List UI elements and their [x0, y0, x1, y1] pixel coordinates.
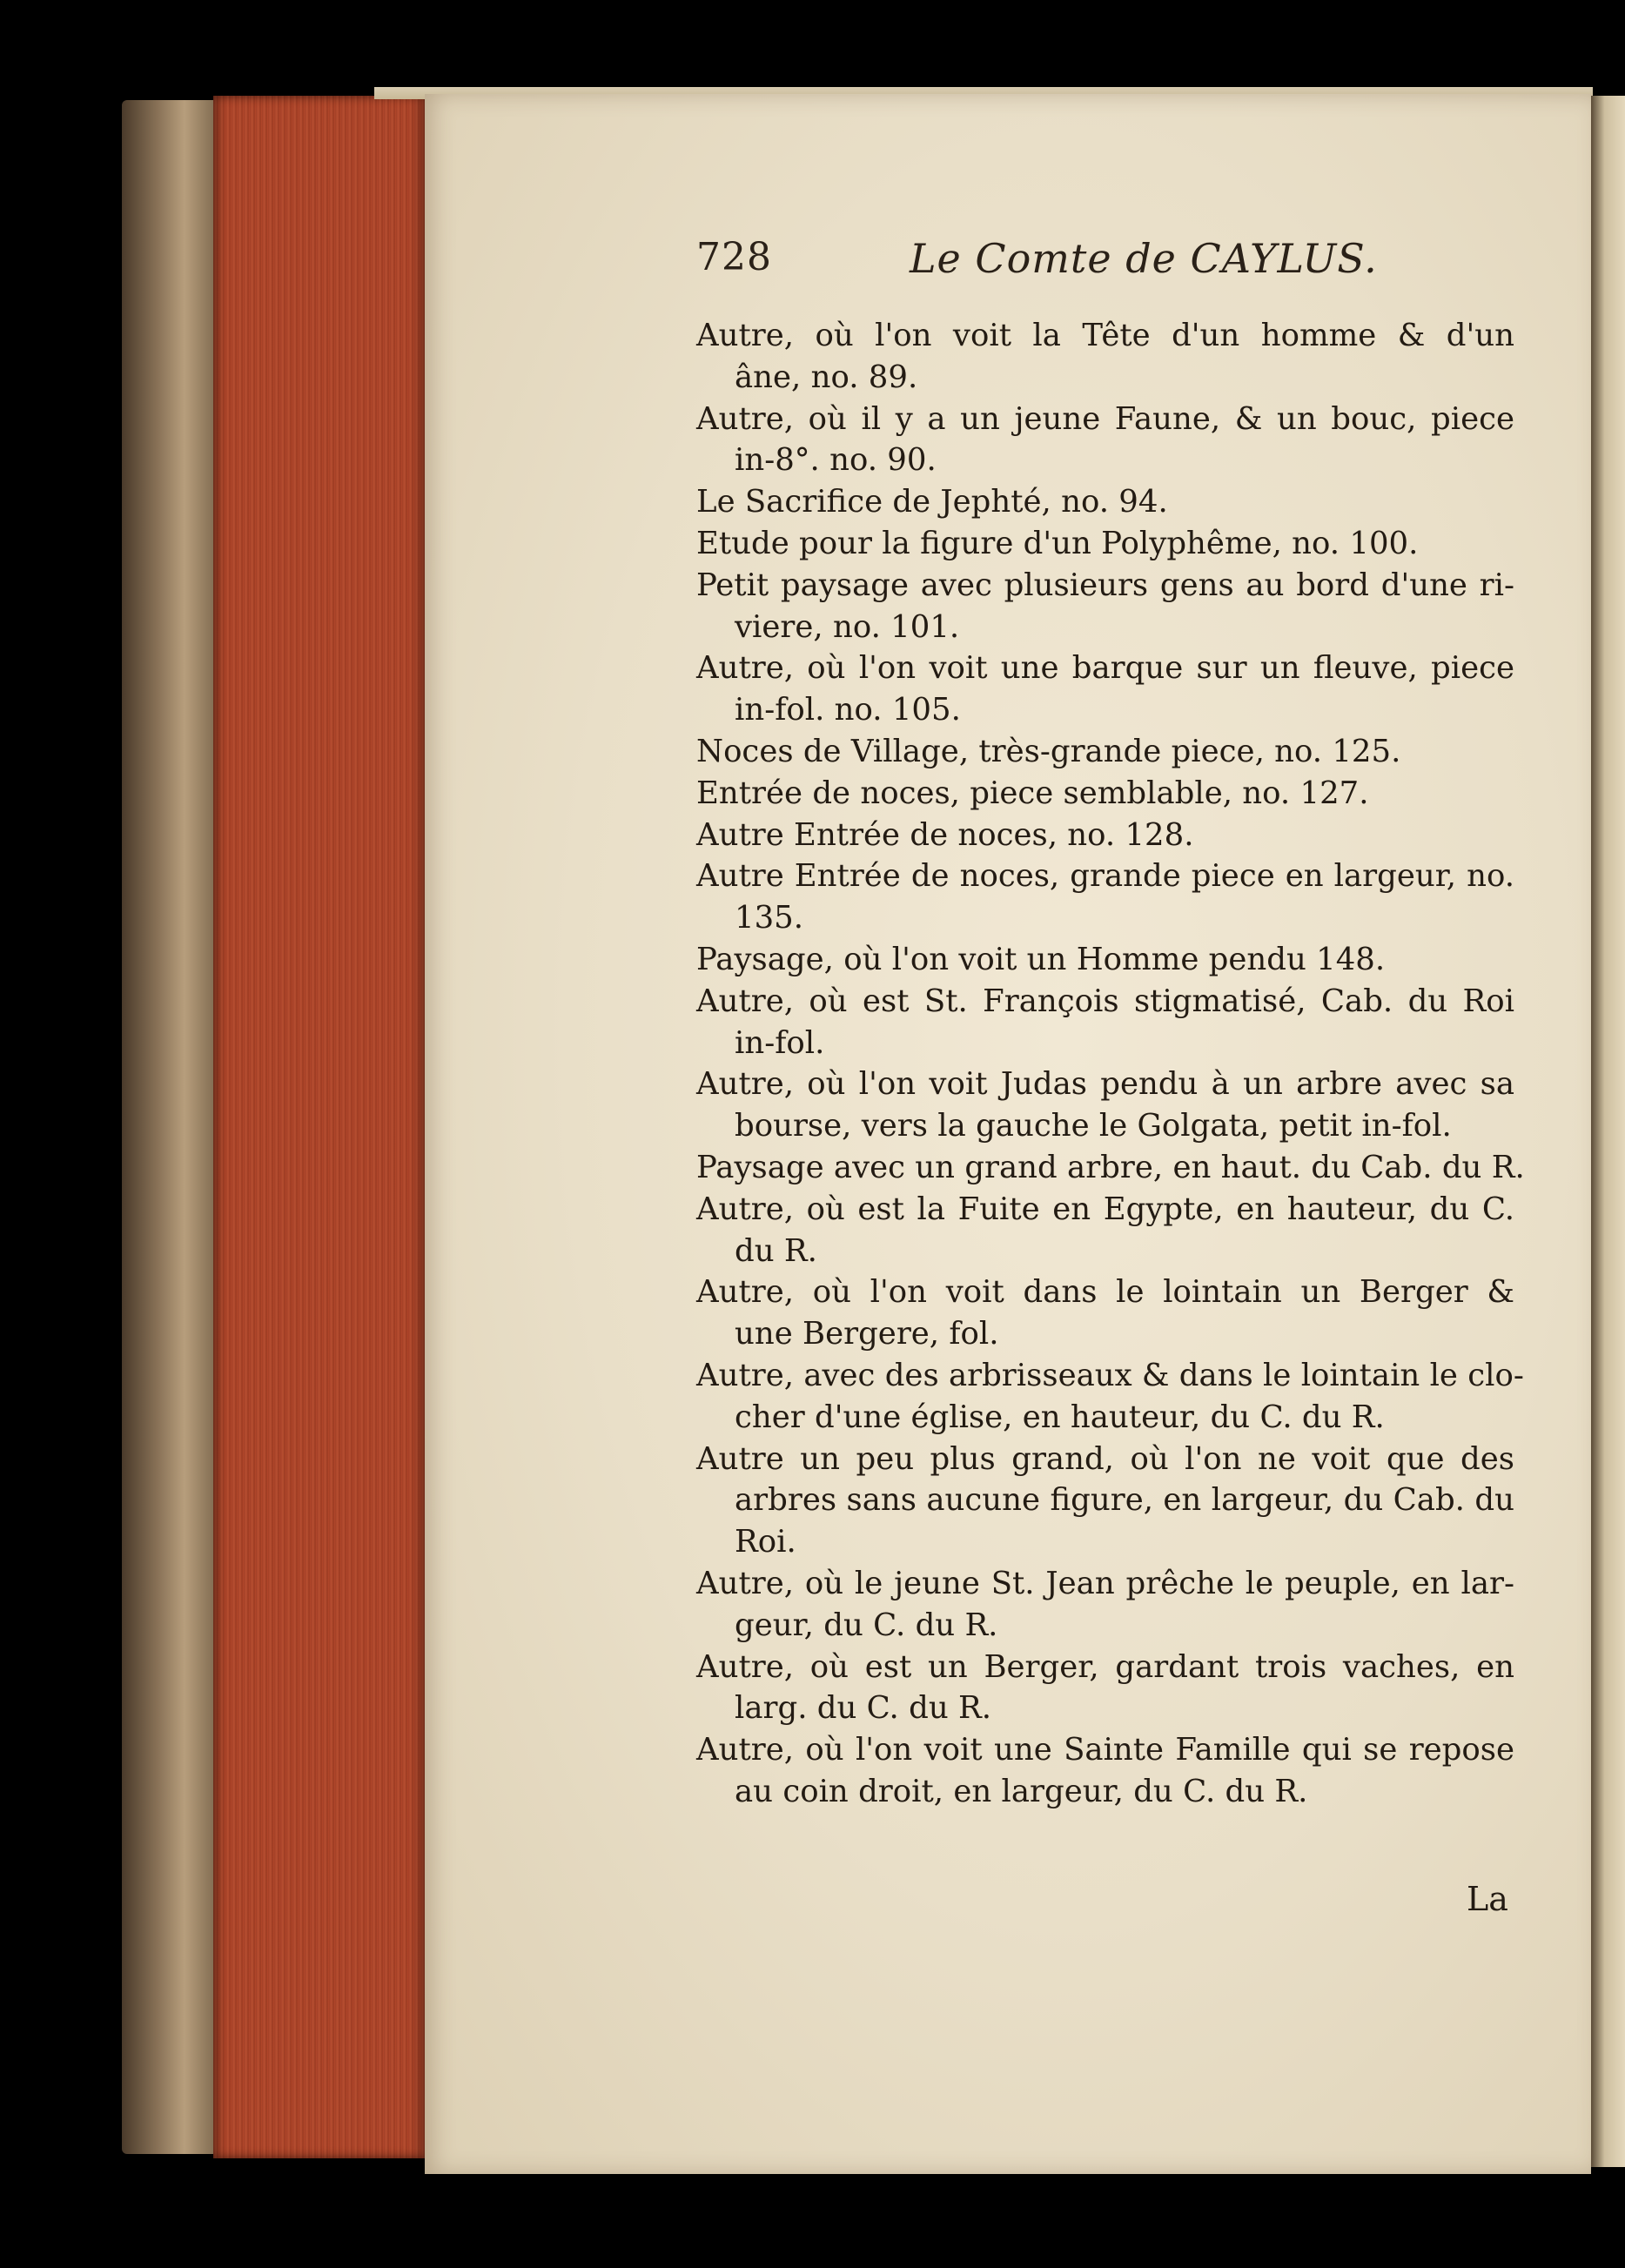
entry-continuation-line: une Bergere, fol. [735, 1316, 999, 1352]
entry-line: Petit paysage avec plusieurs gens au bord d'une ri- [696, 567, 1514, 603]
catalogue-entry [696, 523, 1514, 565]
entry-continuation-line: larg. du C. du R. [735, 1690, 992, 1727]
entry-continuation-line: 135. [735, 900, 804, 936]
catchword: La [1467, 1880, 1508, 1918]
entry-line: Noces de Village, très-grande piece, no. 125. [696, 733, 1401, 769]
entry-line: Autre, où l'on voit une Sainte Famille qui se repose [696, 1732, 1514, 1768]
entry-line: Autre, où l'on voit Judas pendu à un arbre avec sa [696, 1066, 1514, 1103]
entry-continuation-line: viere, no. 101. [735, 608, 960, 645]
entry-line: Entrée de noces, piece semblable, no. 127. [696, 775, 1369, 811]
entry-line: Le Sacrifice de Jephté, no. 94. [696, 484, 1168, 520]
catalogue-entry [696, 315, 1514, 399]
entry-line: Autre Entrée de noces, grande piece en largeur, no. [696, 858, 1514, 895]
entry-line: Autre, où est la Fuite en Egypte, en hauteur, du C. [696, 1191, 1514, 1227]
catalogue-entry [696, 481, 1514, 523]
catalogue-entry [696, 939, 1514, 981]
catalogue-entry [696, 1147, 1525, 1189]
entry-line: Autre, avec des arbrisseaux & dans le lointain le clo- [696, 1357, 1524, 1393]
entry-line: Autre, où il y a un jeune Faune, & un bouc, piece [696, 400, 1514, 437]
catalogue-entries [696, 315, 1525, 1813]
entry-continuation-line: Roi. [735, 1524, 796, 1560]
catalogue-entry [696, 1064, 1514, 1147]
entry-line: Autre, où l'on voit dans le lointain un Berger & [696, 1274, 1514, 1311]
catalogue-entry [696, 1439, 1514, 1563]
entry-line: Paysage avec un grand arbre, en haut. du Cab. du R. [696, 1149, 1525, 1185]
page-number: 728 [696, 235, 772, 279]
catalogue-entry [696, 399, 1514, 482]
entry-line: Etude pour la figure d'un Polyphême, no. 100. [696, 525, 1419, 561]
entry-line: Autre, où est St. François stigmatisé, Cab. du Roi [696, 983, 1514, 1019]
page-edges [213, 96, 426, 2158]
catalogue-entry [696, 648, 1514, 731]
page-header [696, 235, 1427, 287]
running-head: Le Comte de CAYLUS. [910, 235, 1378, 282]
catalogue-entry [696, 856, 1514, 939]
entry-line: Autre, où l'on voit la Tête d'un homme & d'un [696, 318, 1514, 353]
catalogue-entry [696, 731, 1514, 773]
entry-continuation-line: au coin droit, en largeur, du C. du R. [735, 1773, 1308, 1809]
entry-continuation-line: âne, no. 89. [735, 359, 918, 395]
catalogue-entry [696, 815, 1514, 856]
catalogue-entry [696, 1729, 1514, 1813]
entry-continuation-line: in-fol. no. 105. [735, 692, 961, 728]
catalogue-entry [696, 565, 1514, 648]
catalogue-entry [696, 981, 1514, 1064]
catalogue-entry [696, 1272, 1514, 1355]
catalogue-entry [696, 1563, 1514, 1647]
catalogue-entry [696, 1189, 1514, 1272]
facing-page-edge [1591, 96, 1625, 2167]
entry-continuation-line: arbres sans aucune figure, en largeur, du Cab. du [735, 1482, 1514, 1519]
catalogue-entry [696, 1647, 1514, 1730]
entry-continuation-line: bourse, vers la gauche le Golgata, petit in-fol. [735, 1108, 1452, 1144]
entry-line: Autre, où est un Berger, gardant trois vaches, en [696, 1648, 1514, 1685]
entry-line: Autre Entrée de noces, no. 128. [696, 816, 1194, 853]
entry-line: Autre un peu plus grand, où l'on ne voit que des [696, 1440, 1514, 1477]
entry-line: Autre, où le jeune St. Jean prêche le peuple, en lar- [696, 1565, 1514, 1601]
entry-continuation-line: geur, du C. du R. [735, 1607, 998, 1643]
entry-line: Autre, où l'on voit une barque sur un fleuve, piece [696, 650, 1514, 687]
book-cover-left [122, 100, 226, 2154]
entry-continuation-line: du R. [735, 1232, 817, 1269]
entry-continuation-line: cher d'une église, en hauteur, du C. du R. [735, 1399, 1385, 1435]
catalogue-entry [696, 1355, 1524, 1439]
entry-continuation-line: in-fol. [735, 1024, 825, 1061]
catalogue-entry [696, 773, 1514, 815]
entry-continuation-line: in-8°. no. 90. [735, 442, 937, 479]
entry-line: Paysage, où l'on voit un Homme pendu 148. [696, 941, 1386, 977]
